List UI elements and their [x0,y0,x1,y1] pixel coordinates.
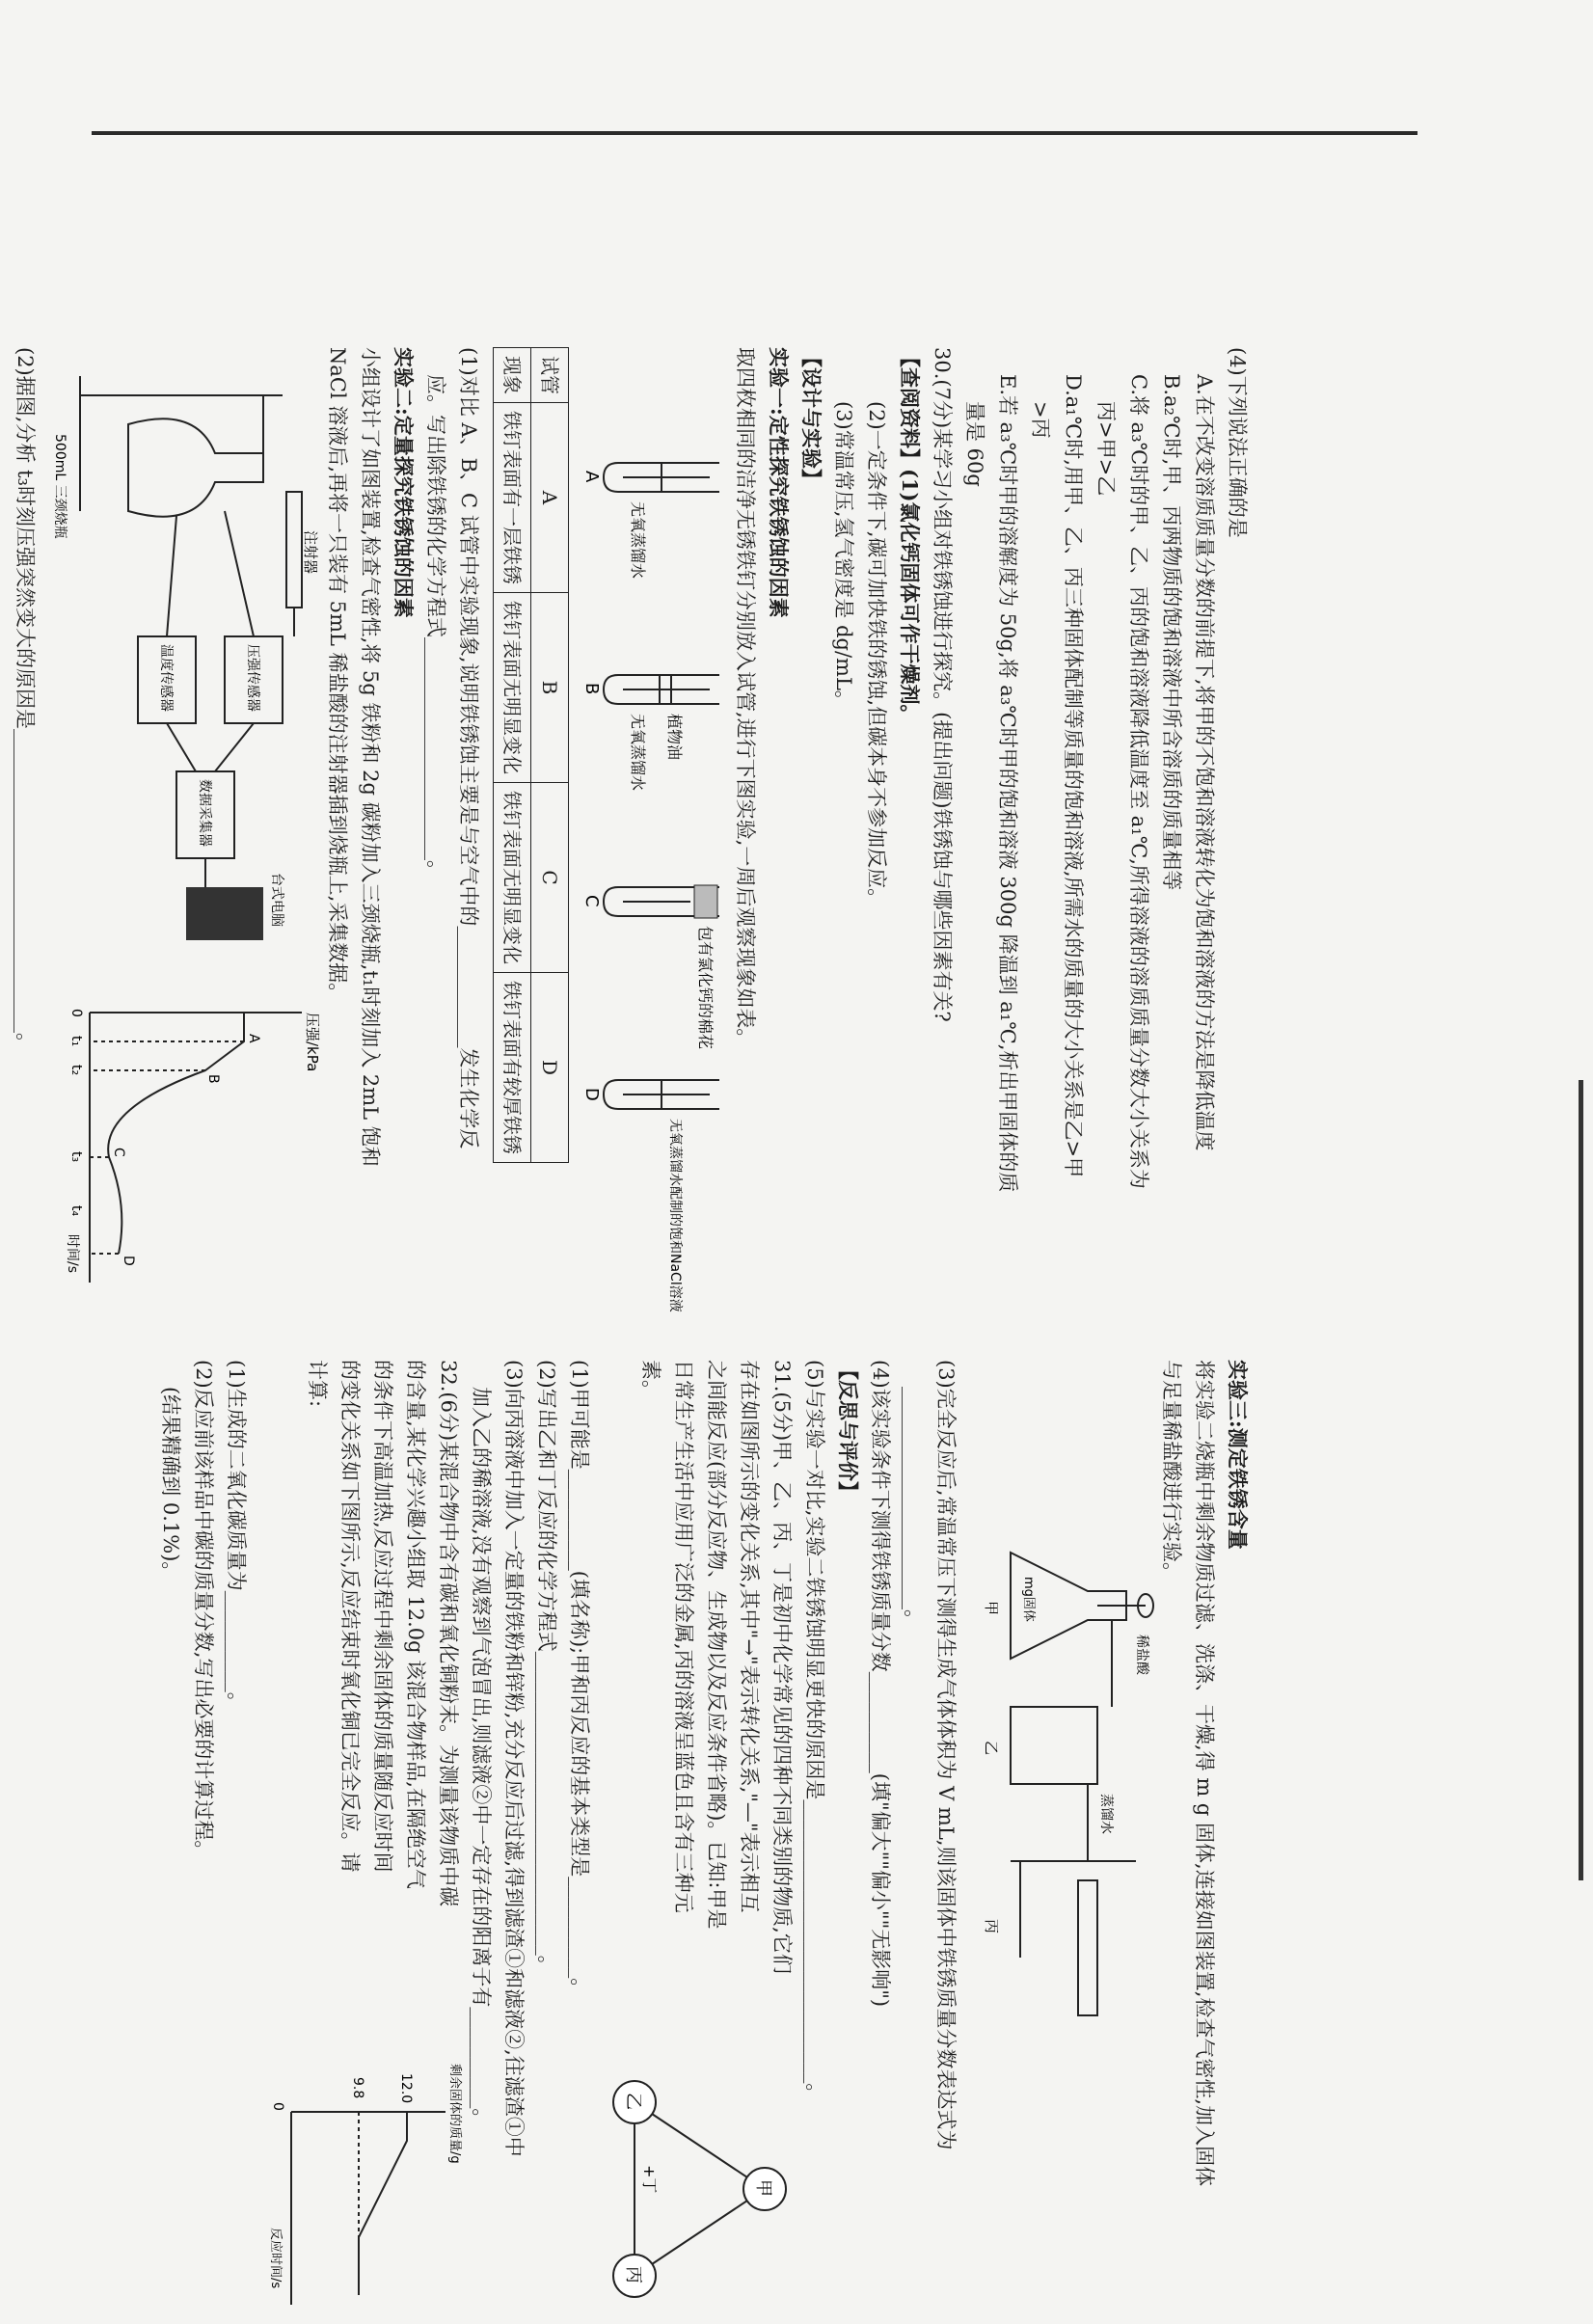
q31-1-mid: (填名称);甲和丙反应的基本类型是 [568,1570,591,1878]
q32-2-cont: (结果精确到 0.1%)。 [159,1387,182,1582]
q32-1: (1)生成的二氧化碳质量为__________。 [225,1360,248,1713]
tube-d-label: 无氧蒸馏水配制的饱和NaCl溶液 [667,1119,683,1312]
chart-ylabel: 压强/kPa [304,1013,321,1072]
q31-1: (1)甲可能是__________(填名称);甲和丙反应的基本类型是__________。 [568,1360,591,1999]
graph-ylabel: 剩余固体的质量/g [447,2064,462,2164]
q4-option-c-cont: 丙>甲>乙 [1094,401,1118,497]
table-cell-a: 铁钉表面有一层铁锈 [494,403,531,593]
table-cell-d: 铁钉表面有较厚铁锈 [494,973,531,1163]
q30-2-text: (2)据图,分析 t₃时刻压强突然变大的原因是 [14,347,37,729]
q31-3: (3)向丙溶液中加入一定量的铁粉和锌粉,充分反应后过滤,得到滤渣①和滤液②,往滤渣①中 [502,1360,526,2157]
exp3-title: 实验三:测定铁锈含量 [1226,1360,1250,1550]
lookup-heading: 【查阅资料】(1)氯化钙固体可作干燥剂。 [898,347,922,725]
exp1-title: 实验一:定性探究铁锈蚀的因素 [767,347,791,618]
page-9 [0,347,1254,1311]
node-jia: 甲 [753,2179,773,2197]
pressure-sensor-label: 压强传感器 [245,644,260,712]
q4-option-a: A.在不改变溶质质量分数的前提下,将甲的不饱和溶液转化为饱和溶液的方法是降低温度 [1193,374,1216,1151]
exp3-text-2: 与足量稀盐酸进行实验。 [1160,1360,1183,1582]
tube-c-label: 包有氯化钙的棉花 [696,926,715,1050]
q32-block [253,1360,465,2324]
tube-b-water-label: 无氧蒸馏水 [629,714,647,792]
acid-label: 稀盐酸 [1134,1635,1149,1675]
q30-4-tail: (填"偏大""偏小""无影响") [869,1772,892,2008]
node-yi: 乙 [623,2093,643,2110]
q30-1-cont-text: 应。写出除铁锈的化学方程式 [424,374,447,637]
q31-line-1: 31.(5分)甲、乙、丙、丁是初中化学常见的四种不同类别的物质,它们 [770,1360,794,1974]
exp2-text-1: 小组设计了如图装置,检查气密性,将 5g 铁粉和 2g 碳粉加入三颈烧瓶,t₁时刻加入 2mL 饱和 [359,347,382,1167]
collector-label: 数据采集器 [197,779,212,847]
table-col-c: C [531,783,569,973]
q30-1: (1)对比 A、B、C 试管中实验现象,说明铁锈蚀主要是与空气中的____________发生化学反 [457,347,480,1149]
exp3-text-1: 将实验二烧瓶中剩余物质过滤、洗涤、干燥,得 m g 固体,连接如图装置,检查气密性,加入固体 [1193,1360,1216,2187]
q31-line-5: 素。 [639,1360,662,1400]
q31-line-3: 之间能反应(部分反应物、生成物以及反应条件省略)。已知:甲是 [705,1360,728,1930]
table-col-a: A [531,403,569,593]
mass-time-graph [262,2064,465,2314]
test-tubes-figure [581,347,729,1312]
tube-letter-a: A [581,471,602,483]
q30-4-text: (4)该实验条件下测得铁锈质量分数 [869,1360,892,1672]
q4-option-c: C.将 a₃℃时的甲、乙、丙的饱和溶液降低温度至 a₁℃,所得溶液的溶质质量分数大小关系为 [1127,374,1150,1189]
graph-xlabel: 反应时间/s [268,2228,283,2289]
q30-1-cont: 应。写出除铁锈的化学方程式______________________。 [424,374,447,880]
vessel-bing: 丙 [983,1919,1000,1934]
q32-line-4: 的变化关系如下图所示,反应结束时氧化铜已完全反应。请 [338,1360,362,1873]
q32-line-2: 的含量,某化学兴趣小组取 12.0g 该混合物样品,在隔绝空气 [404,1360,427,1889]
q30-5: (5)与实验一对比,实验二铁锈蚀明显更快的原因是____________________________。 [803,1360,826,2104]
q32-line-5: 计算: [306,1360,329,1408]
temp-sensor-label: 温度传感器 [158,644,174,712]
point-d: D [121,1256,136,1266]
tick-t2: t₂ [68,1065,84,1076]
graph-y2: 9.8 [350,2077,365,2099]
graph-y1: 12.0 [398,2073,414,2104]
top-rule [92,131,1418,135]
q30-4: (4)该实验条件下测得铁锈质量分数__________(填"偏大""偏小""无影响") [869,1360,892,2008]
exp2-text-2: NaCl 溶液后,再将一只装有 5mL 稀盐酸的注射器插到烧瓶上,采集数据。 [326,347,349,1004]
tick-0: 0 [68,1009,84,1017]
water-label: 蒸馏水 [1098,1794,1114,1834]
q31-3-cont: 加入乙的稀溶液,没有观察到气泡冒出,则滤液②中一定存在的阳离子有__________。 [470,1387,493,2129]
q30-5-text: (5)与实验一对比,实验二铁锈蚀明显更快的原因是 [803,1360,826,1800]
graph-origin: 0 [270,2102,285,2111]
q4-option-d: D.a₁℃时,用甲、乙、丙三种固体配制等质量的饱和溶液,所需水的质量的大小关系是乙>甲 [1062,374,1085,1178]
q4-option-b: B.a₂℃时,甲、丙两物质的饱和溶液中所含溶质的质量相等 [1160,374,1183,891]
q4-option-e: E.若 a₃℃时甲的溶解度为 50g,将 a₃℃时甲的饱和溶液 300g 降温到 a₁℃,析出甲固体的质 [996,374,1019,1193]
pressure-curve [108,1013,244,1254]
tick-t1: t₁ [68,1036,84,1047]
lookup-2: (2)一定条件下,碳可加快铁的锈蚀,但碳本身不参加反应。 [865,401,888,909]
q4-option-e-cont: 量是 60g [963,401,986,487]
tube-a-label: 无氧蒸馏水 [629,501,647,580]
q32-1-text: (1)生成的二氧化碳质量为 [225,1360,248,1591]
gas-apparatus-figure [972,1360,1155,2150]
solid-label: mg固体 [1021,1577,1036,1622]
q30-2: (2)据图,分析 t₃时刻压强突然变大的原因是______________________________。 [14,347,37,1053]
rotated-exam-sheet [0,347,1254,2324]
tube-letter-c: C [581,895,602,907]
q31-line-4: 日常生产生活中应用广泛的金属,丙的溶液呈蓝色且含有三种元 [672,1360,695,1913]
edge-ding: +丁 [640,2165,659,2194]
q31-2-text: (2)写出乙和丁反应的化学方程式 [535,1360,558,1652]
q30-3 [930,1360,962,2324]
table-cell-c: 铁钉表面无明显变化 [494,783,531,973]
exp2-figures [41,347,321,1311]
q4-option-d-cont: >丙 [1029,401,1052,439]
pressure-chart [51,974,321,1302]
table-header-phenomenon: 现象 [494,348,531,403]
lookup-3: (3)常温常压,氢气密度是 dg/mL。 [832,401,855,711]
vessel-yi: 乙 [983,1741,1000,1756]
chart-xlabel: 时间/s [65,1234,80,1274]
tick-t3: t₃ [68,1151,84,1163]
node-bing: 丙 [623,2266,643,2283]
relation-diagram [596,2064,798,2314]
observation-table [493,347,569,1163]
apparatus-figure [41,347,321,945]
table-cell-b: 铁钉表面无明显变化 [494,593,531,783]
computer-monitor [186,887,263,940]
page-10 [0,1360,1254,2324]
q31-line-2: 存在如图所示的变化关系,其中"→"表示转化关系,"—"表示相互 [738,1360,761,1913]
computer-label: 台式电脑 [269,873,284,927]
flask-label: 500mL 三颈烧瓶 [52,434,68,539]
q30-1-tail: 发生化学反 [457,1047,480,1149]
q30-3-blank: ______________________。 [902,1387,925,1630]
q32-line-1: 32.(6分)某混合物中含有碳和氧化铜粉末。为测量该物质中碳 [437,1360,460,1907]
tick-t4: t₄ [68,1205,84,1217]
q32-2: (2)反应前该样品中碳的质量分数,写出必要的计算过程。 [192,1360,215,1861]
q30-3-text: (3)完全反应后,常温常压下测得生成气体体积为 V mL,则该固体中铁锈质量分数表达式为 [934,1360,958,2150]
q31-2: (2)写出乙和丁反应的化学方程式______________________________。 [535,1360,558,1976]
point-c: C [111,1148,126,1157]
table-col-d: D [531,973,569,1163]
point-a: A [246,1034,261,1043]
reflect-heading: 【反思与评价】 [836,1360,860,1501]
table-header-tube: 试管 [531,348,569,403]
q4-stem: (4)下列说法正确的是 [1226,347,1249,538]
q30-1-text: (1)对比 A、B、C 试管中实验现象,说明铁锈蚀主要是与空气中的 [457,347,480,927]
exp2-title: 实验二:定量探究铁锈蚀的因素 [392,347,416,618]
q31-1-text: (1)甲可能是 [568,1360,591,1470]
exp1-text: 取四枚相同的洁净无锈铁钉分别放入试管,进行下图实验,一周后观察现象如表。 [734,347,757,1049]
design-heading: 【设计与实验】 [799,347,824,489]
tube-letter-b: B [581,683,602,695]
cotton-plug [694,885,717,918]
table-col-b: B [531,593,569,783]
vessel-jia: 甲 [983,1601,1000,1616]
q30-intro: 30.(7分)某学习小组对铁锈蚀进行探究。(提出问题)铁锈蚀与哪些因素有关? [931,347,954,1022]
mass-curve [359,2112,407,2295]
q32-line-3: 的条件下高温加热,反应过程中剩余固体的质量随反应时间 [371,1360,394,1873]
tube-letter-d: D [581,1088,602,1101]
scan-edge [1579,1080,1583,1880]
q31-block [596,1360,798,2324]
syringe-label: 注射器 [302,530,319,575]
tube-b-oil-label: 植物油 [665,714,684,761]
point-b: B [205,1074,221,1084]
q31-3-cont-text: 加入乙的稀溶液,没有观察到气泡冒出,则滤液②中一定存在的阳离子有 [470,1387,493,2008]
